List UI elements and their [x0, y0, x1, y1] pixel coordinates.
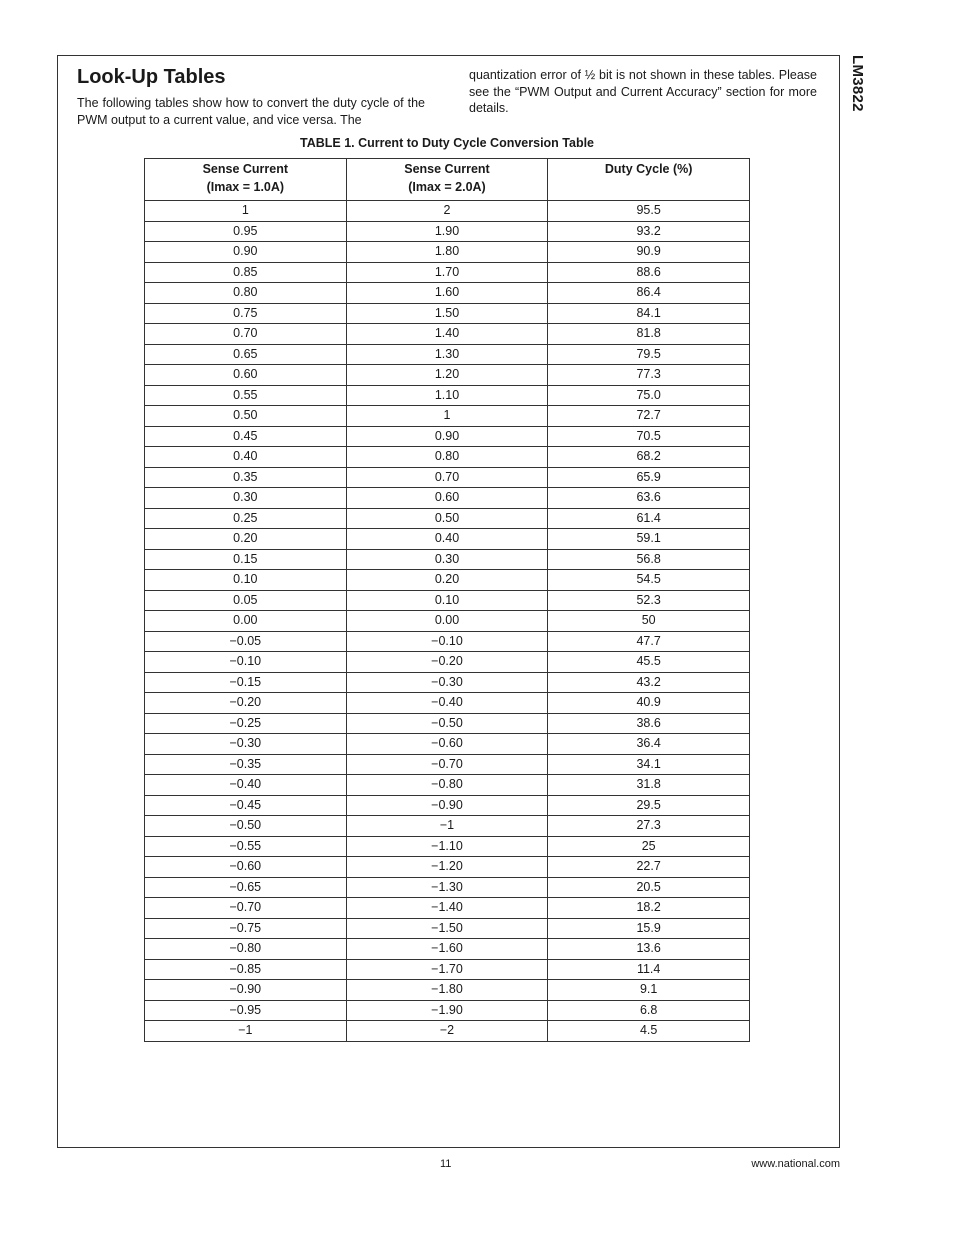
- cell-sense-current-2a: 1.50: [346, 303, 548, 324]
- table-row: [145, 467, 750, 488]
- cell-sense-current-2a: 1.80: [346, 242, 548, 263]
- table-row: [145, 262, 750, 283]
- side-part-number: [846, 55, 870, 125]
- cell-sense-current-2a: −0.60: [346, 734, 548, 755]
- cell-sense-current-1a: −0.55: [145, 836, 347, 857]
- cell-duty-cycle: 95.5: [548, 201, 750, 222]
- cell-sense-current-1a: 0.60: [145, 365, 347, 386]
- header-duty-cycle: [548, 159, 750, 201]
- table-row: [145, 529, 750, 550]
- cell-sense-current-2a: −0.50: [346, 713, 548, 734]
- cell-sense-current-2a: −0.10: [346, 631, 548, 652]
- table-row: [145, 508, 750, 529]
- cell-sense-current-2a: −1.70: [346, 959, 548, 980]
- table-row: [145, 488, 750, 509]
- cell-sense-current-1a: −0.90: [145, 980, 347, 1001]
- table-row: [145, 590, 750, 611]
- cell-duty-cycle: 15.9: [548, 918, 750, 939]
- table-row: [145, 1021, 750, 1042]
- table-row: [145, 365, 750, 386]
- cell-sense-current-1a: 0.90: [145, 242, 347, 263]
- cell-sense-current-2a: 1.30: [346, 344, 548, 365]
- header-line: (Imax = 1.0A): [206, 180, 285, 194]
- cell-duty-cycle: 63.6: [548, 488, 750, 509]
- cell-sense-current-1a: −0.80: [145, 939, 347, 960]
- cell-duty-cycle: 61.4: [548, 508, 750, 529]
- cell-sense-current-1a: 0.05: [145, 590, 347, 611]
- table-row: [145, 898, 750, 919]
- cell-sense-current-2a: −1: [346, 816, 548, 837]
- cell-duty-cycle: 6.8: [548, 1000, 750, 1021]
- cell-duty-cycle: 59.1: [548, 529, 750, 550]
- cell-duty-cycle: 54.5: [548, 570, 750, 591]
- table-row: [145, 426, 750, 447]
- cell-sense-current-1a: 0.70: [145, 324, 347, 345]
- cell-duty-cycle: 4.5: [548, 1021, 750, 1042]
- section-heading: Look-Up Tables: [77, 66, 226, 88]
- table-row: [145, 242, 750, 263]
- table-row: [145, 713, 750, 734]
- table-body: [145, 201, 750, 1042]
- cell-duty-cycle: 34.1: [548, 754, 750, 775]
- cell-duty-cycle: 13.6: [548, 939, 750, 960]
- cell-duty-cycle: 9.1: [548, 980, 750, 1001]
- cell-sense-current-2a: −0.90: [346, 795, 548, 816]
- cell-sense-current-2a: −0.70: [346, 754, 548, 775]
- table-row: [145, 549, 750, 570]
- table-row: [145, 795, 750, 816]
- cell-duty-cycle: 20.5: [548, 877, 750, 898]
- cell-duty-cycle: 22.7: [548, 857, 750, 878]
- table-row: [145, 221, 750, 242]
- table-row: [145, 959, 750, 980]
- table-row: [145, 836, 750, 857]
- header-line: Sense Current: [404, 162, 490, 176]
- table-row: [145, 857, 750, 878]
- cell-sense-current-1a: 0.25: [145, 508, 347, 529]
- table-row: [145, 447, 750, 468]
- cell-sense-current-2a: −1.60: [346, 939, 548, 960]
- cell-sense-current-2a: 1: [346, 406, 548, 427]
- cell-sense-current-2a: −0.30: [346, 672, 548, 693]
- cell-sense-current-1a: 0.50: [145, 406, 347, 427]
- cell-duty-cycle: 18.2: [548, 898, 750, 919]
- table-row: [145, 283, 750, 304]
- intro-text-right: quantization error of ½ bit is not shown in these tables. Please see the “PWM Output and Current Accuracy” section for more details.: [469, 68, 817, 115]
- table-row: [145, 980, 750, 1001]
- cell-sense-current-1a: −0.20: [145, 693, 347, 714]
- cell-duty-cycle: 65.9: [548, 467, 750, 488]
- cell-duty-cycle: 90.9: [548, 242, 750, 263]
- cell-sense-current-2a: 2: [346, 201, 548, 222]
- cell-duty-cycle: 93.2: [548, 221, 750, 242]
- cell-sense-current-2a: 0.70: [346, 467, 548, 488]
- cell-duty-cycle: 29.5: [548, 795, 750, 816]
- cell-duty-cycle: 81.8: [548, 324, 750, 345]
- cell-duty-cycle: 84.1: [548, 303, 750, 324]
- cell-sense-current-1a: −1: [145, 1021, 347, 1042]
- table-row: [145, 918, 750, 939]
- cell-sense-current-1a: −0.10: [145, 652, 347, 673]
- cell-sense-current-1a: −0.85: [145, 959, 347, 980]
- cell-sense-current-2a: −2: [346, 1021, 548, 1042]
- cell-duty-cycle: 86.4: [548, 283, 750, 304]
- cell-duty-cycle: 38.6: [548, 713, 750, 734]
- cell-sense-current-2a: 1.90: [346, 221, 548, 242]
- cell-sense-current-1a: −0.35: [145, 754, 347, 775]
- table-header-row: [145, 159, 750, 201]
- cell-duty-cycle: 88.6: [548, 262, 750, 283]
- cell-sense-current-2a: 0.90: [346, 426, 548, 447]
- cell-duty-cycle: 77.3: [548, 365, 750, 386]
- cell-duty-cycle: 36.4: [548, 734, 750, 755]
- cell-sense-current-2a: 0.60: [346, 488, 548, 509]
- table-row: [145, 672, 750, 693]
- cell-sense-current-2a: −0.20: [346, 652, 548, 673]
- cell-sense-current-2a: 0.30: [346, 549, 548, 570]
- table-row: [145, 816, 750, 837]
- cell-sense-current-1a: −0.60: [145, 857, 347, 878]
- cell-sense-current-2a: −1.20: [346, 857, 548, 878]
- cell-sense-current-2a: −1.40: [346, 898, 548, 919]
- cell-sense-current-2a: 0.50: [346, 508, 548, 529]
- cell-sense-current-2a: 1.10: [346, 385, 548, 406]
- cell-duty-cycle: 25: [548, 836, 750, 857]
- cell-sense-current-1a: 0.20: [145, 529, 347, 550]
- intro-text-left: The following tables show how to convert the duty cycle of the PWM output to a current value, and vice versa. The: [77, 96, 425, 127]
- table-row: [145, 344, 750, 365]
- table-row: [145, 570, 750, 591]
- cell-sense-current-1a: −0.65: [145, 877, 347, 898]
- header-line: Sense Current: [202, 162, 289, 176]
- cell-sense-current-2a: 1.60: [346, 283, 548, 304]
- cell-sense-current-1a: −0.45: [145, 795, 347, 816]
- table-row: [145, 324, 750, 345]
- cell-sense-current-1a: −0.95: [145, 1000, 347, 1021]
- table-row: [145, 734, 750, 755]
- cell-sense-current-1a: 0.00: [145, 611, 347, 632]
- cell-duty-cycle: 31.8: [548, 775, 750, 796]
- cell-sense-current-1a: 1: [145, 201, 347, 222]
- cell-sense-current-2a: 1.40: [346, 324, 548, 345]
- cell-sense-current-1a: 0.55: [145, 385, 347, 406]
- table-row: [145, 939, 750, 960]
- cell-sense-current-1a: −0.05: [145, 631, 347, 652]
- cell-sense-current-1a: 0.10: [145, 570, 347, 591]
- cell-sense-current-2a: −1.50: [346, 918, 548, 939]
- cell-sense-current-2a: −1.80: [346, 980, 548, 1001]
- cell-sense-current-1a: −0.30: [145, 734, 347, 755]
- cell-duty-cycle: 45.5: [548, 652, 750, 673]
- cell-sense-current-1a: −0.50: [145, 816, 347, 837]
- cell-duty-cycle: 40.9: [548, 693, 750, 714]
- cell-sense-current-2a: −1.90: [346, 1000, 548, 1021]
- cell-sense-current-1a: −0.70: [145, 898, 347, 919]
- cell-duty-cycle: 50: [548, 611, 750, 632]
- cell-sense-current-1a: −0.75: [145, 918, 347, 939]
- cell-duty-cycle: 72.7: [548, 406, 750, 427]
- cell-sense-current-2a: 0.10: [346, 590, 548, 611]
- header-sense-current-1a: [145, 159, 347, 201]
- cell-sense-current-1a: 0.40: [145, 447, 347, 468]
- cell-sense-current-2a: 0.20: [346, 570, 548, 591]
- cell-sense-current-2a: −0.80: [346, 775, 548, 796]
- cell-duty-cycle: 52.3: [548, 590, 750, 611]
- cell-sense-current-1a: 0.45: [145, 426, 347, 447]
- cell-duty-cycle: 56.8: [548, 549, 750, 570]
- header-sense-current-2a: [346, 159, 548, 201]
- cell-sense-current-1a: 0.75: [145, 303, 347, 324]
- table-row: [145, 754, 750, 775]
- cell-sense-current-1a: −0.25: [145, 713, 347, 734]
- conversion-table: [144, 158, 750, 1042]
- part-number-label: LM3822: [849, 55, 866, 112]
- cell-duty-cycle: 27.3: [548, 816, 750, 837]
- cell-sense-current-2a: −1.30: [346, 877, 548, 898]
- cell-sense-current-2a: −0.40: [346, 693, 548, 714]
- cell-duty-cycle: 43.2: [548, 672, 750, 693]
- cell-duty-cycle: 11.4: [548, 959, 750, 980]
- cell-duty-cycle: 47.7: [548, 631, 750, 652]
- cell-sense-current-1a: 0.15: [145, 549, 347, 570]
- cell-sense-current-2a: 0.80: [346, 447, 548, 468]
- cell-sense-current-2a: 0.40: [346, 529, 548, 550]
- header-line: Duty Cycle (%): [604, 162, 693, 176]
- cell-sense-current-1a: 0.85: [145, 262, 347, 283]
- table-row: [145, 1000, 750, 1021]
- cell-sense-current-2a: 1.70: [346, 262, 548, 283]
- header-line: (Imax = 2.0A): [408, 180, 486, 194]
- table-caption: TABLE 1. Current to Duty Cycle Conversion Table: [299, 136, 595, 150]
- cell-sense-current-2a: −1.10: [346, 836, 548, 857]
- table-row: [145, 385, 750, 406]
- cell-sense-current-1a: −0.40: [145, 775, 347, 796]
- cell-sense-current-1a: 0.35: [145, 467, 347, 488]
- table-row: [145, 611, 750, 632]
- cell-sense-current-2a: 0.00: [346, 611, 548, 632]
- cell-duty-cycle: 70.5: [548, 426, 750, 447]
- table-row: [145, 631, 750, 652]
- table-row: [145, 303, 750, 324]
- cell-sense-current-2a: 1.20: [346, 365, 548, 386]
- table-row: [145, 201, 750, 222]
- table-row: [145, 877, 750, 898]
- table-row: [145, 775, 750, 796]
- cell-sense-current-1a: 0.80: [145, 283, 347, 304]
- table-row: [145, 693, 750, 714]
- cell-sense-current-1a: −0.15: [145, 672, 347, 693]
- cell-duty-cycle: 79.5: [548, 344, 750, 365]
- cell-duty-cycle: 68.2: [548, 447, 750, 468]
- cell-sense-current-1a: 0.95: [145, 221, 347, 242]
- table-row: [145, 406, 750, 427]
- cell-duty-cycle: 75.0: [548, 385, 750, 406]
- footer-url: www.national.com: [751, 1158, 840, 1170]
- table-row: [145, 652, 750, 673]
- cell-sense-current-1a: 0.65: [145, 344, 347, 365]
- cell-sense-current-1a: 0.30: [145, 488, 347, 509]
- page-number: 11: [440, 1158, 452, 1170]
